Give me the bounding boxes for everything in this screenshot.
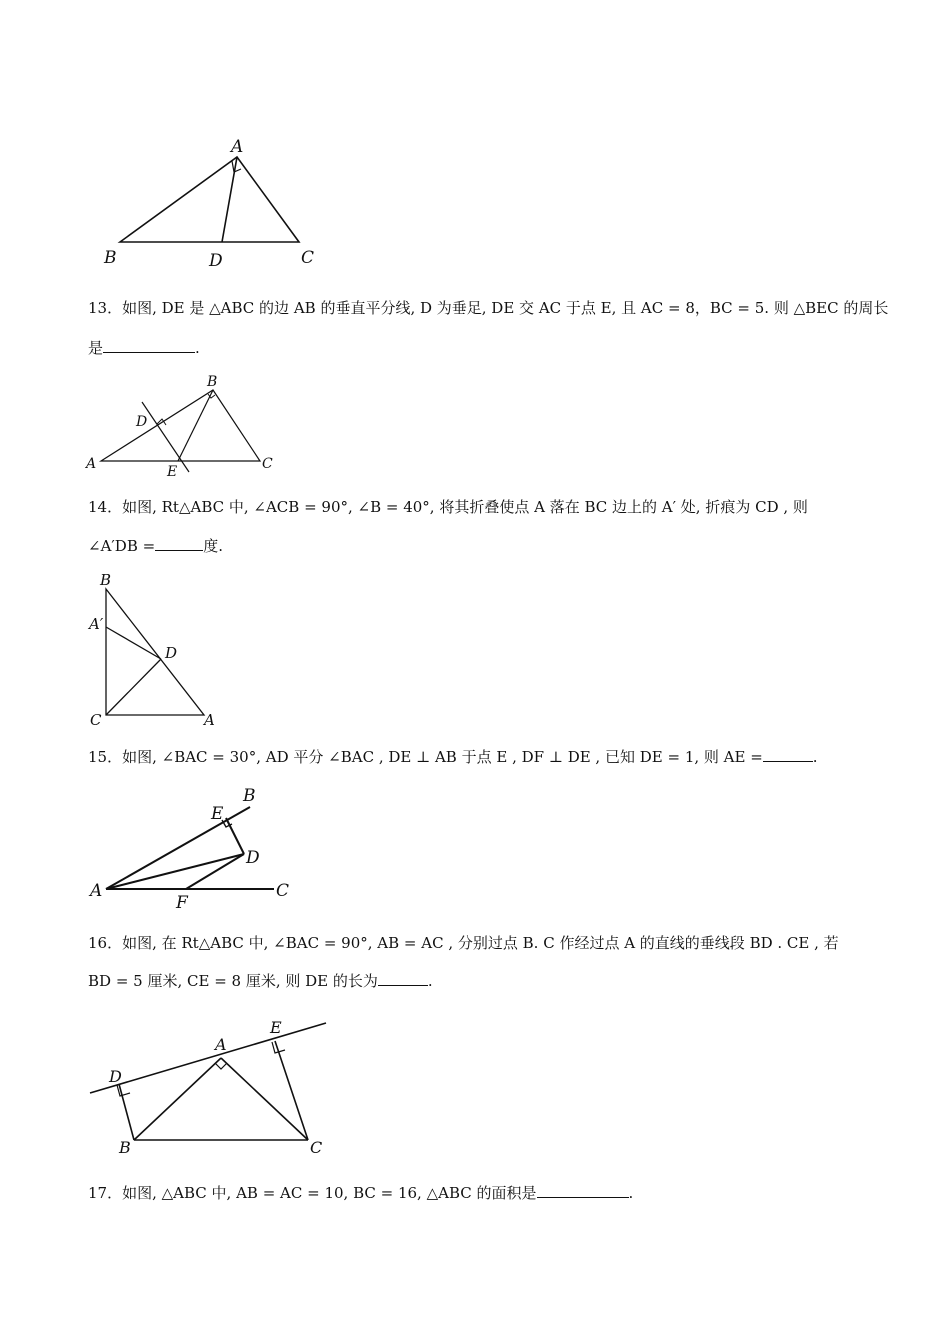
label-C: C: [310, 1138, 323, 1157]
label-B: B: [100, 571, 112, 589]
label-E: E: [270, 1018, 282, 1037]
label-B: B: [119, 1138, 131, 1157]
figure-16: [86, 1013, 336, 1158]
label-E: E: [211, 804, 224, 824]
figure-12: [100, 135, 340, 275]
label-C: C: [90, 711, 102, 729]
label-F: F: [176, 893, 188, 913]
label-D: D: [165, 644, 178, 662]
figure-14: [86, 570, 226, 730]
label-C: C: [262, 456, 273, 472]
label-C: C: [301, 248, 315, 268]
answer-blank-17[interactable]: [537, 1183, 629, 1198]
answer-blank-16[interactable]: [378, 971, 428, 986]
question-17-line1: 17．如图, △ABC 中, AB = AC = 10, BC = 16, △ABC 的面积是 .: [88, 1184, 634, 1202]
question-15-line1: 15．如图, ∠BAC = 30°, AD 平分 ∠BAC , DE ⊥ AB 于点 E , DF ⊥ DE , 已知 DE = 1, 则 AE = .: [88, 748, 818, 766]
figure-13: [84, 372, 284, 482]
answer-blank-14[interactable]: [155, 536, 203, 551]
question-17-text: 17．如图, △ABC 中, AB = AC = 10, BC = 16, △ABC 的面积是: [88, 1184, 537, 1202]
question-13-line1: [88, 298, 888, 318]
label-D: D: [109, 1067, 122, 1086]
label-D: D: [136, 414, 148, 430]
question-16-text: 16．如图, 在 Rt△ABC 中, ∠BAC = 90°, AB = AC , 分别过点 B. C 作经过点 A 的直线的垂线段 BD . CE , 若: [88, 934, 839, 952]
label-A: A: [215, 1035, 227, 1054]
label-A: A: [86, 456, 97, 472]
label-E: E: [167, 464, 178, 480]
label-A: A: [231, 137, 244, 157]
question-14-line2: ∠A′DB = 度.: [88, 537, 223, 555]
label-A: A: [204, 711, 215, 729]
label-D: D: [246, 848, 260, 868]
label-D: D: [209, 251, 223, 271]
label-B: B: [104, 248, 117, 268]
answer-blank-13[interactable]: [103, 338, 195, 353]
figure-15: [88, 784, 298, 913]
label-B: B: [243, 786, 256, 806]
question-15-text: 15．如图, ∠BAC = 30°, AD 平分 ∠BAC , DE ⊥ AB 于点 E , DF ⊥ DE , 已知 DE = 1, 则 AE =: [88, 748, 763, 766]
question-13-line2: 是 .: [88, 339, 200, 357]
label-A: A: [90, 881, 103, 901]
label-A-prime: A′: [89, 615, 104, 633]
label-C: C: [276, 881, 290, 901]
question-16-line1: [88, 933, 839, 953]
label-B: B: [207, 374, 218, 390]
question-14-line1: [88, 497, 808, 517]
question-13-text: 13．如图, DE 是 △ABC 的边 AB 的垂直平分线, D 为垂足, DE 交 AC 于点 E, 且 AC = 8，BC = 5. 则 △BEC 的周长: [88, 299, 889, 317]
answer-blank-15[interactable]: [763, 747, 813, 762]
question-14-text: 14．如图, Rt△ABC 中, ∠ACB = 90°, ∠B = 40°, 将其折叠使点 A 落在 BC 边上的 A′ 处, 折痕为 CD , 则: [88, 498, 808, 516]
question-16-line2: BD = 5 厘米, CE = 8 厘米, 则 DE 的长为 .: [88, 972, 433, 990]
